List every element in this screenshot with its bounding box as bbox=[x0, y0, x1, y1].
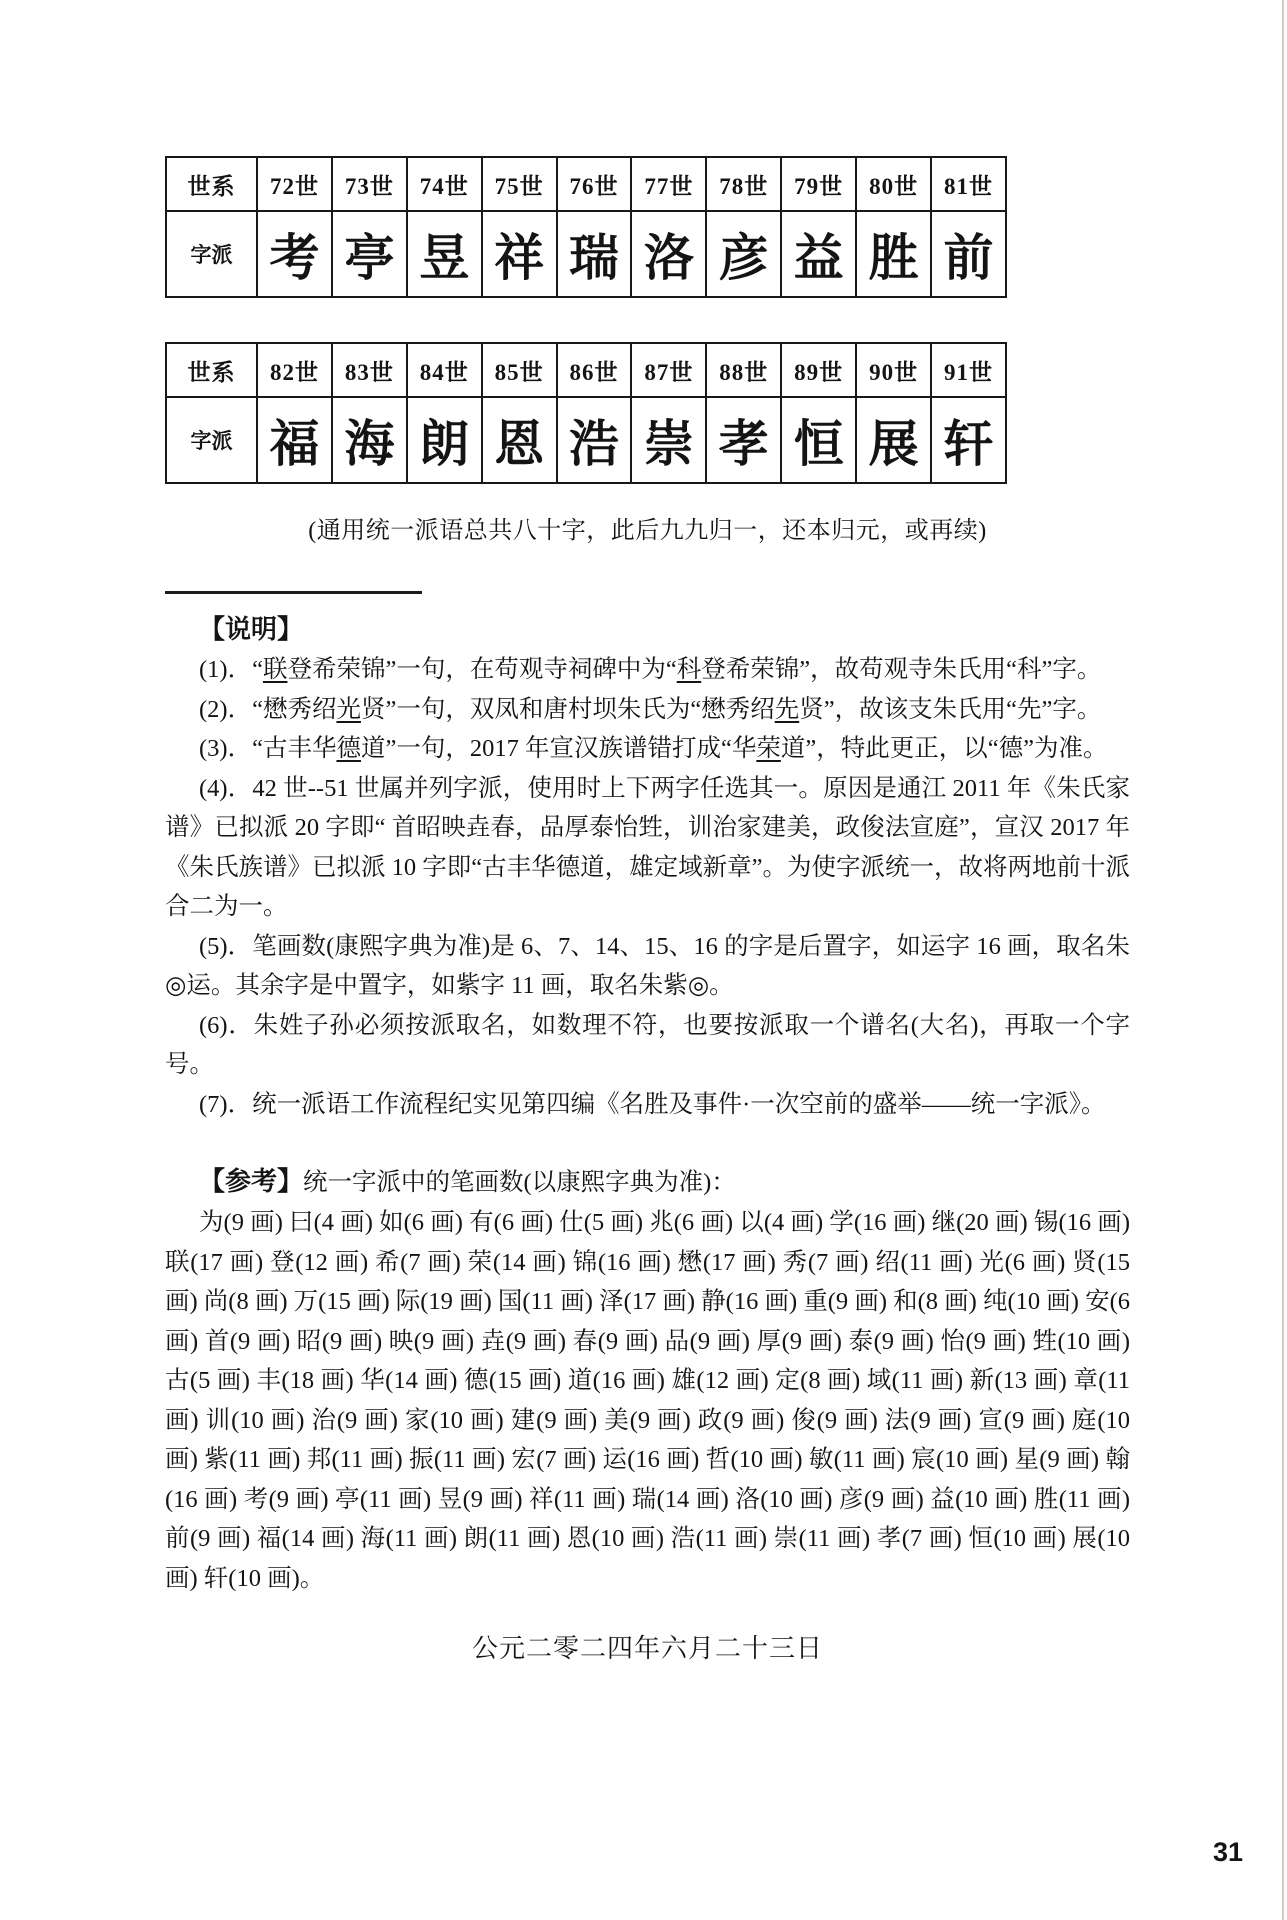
row-label-cell: 字派 bbox=[166, 211, 257, 297]
header-label-cell: 世系 bbox=[166, 343, 257, 397]
zipai-character-cell: 胜 bbox=[856, 211, 931, 297]
scan-edge-artifact bbox=[1282, 0, 1284, 1920]
section-divider-line bbox=[165, 591, 422, 594]
header-label-cell: 世系 bbox=[166, 157, 257, 211]
page-content bbox=[165, 156, 1130, 1665]
zipai-character-cell: 前 bbox=[931, 211, 1006, 297]
shuoming-item-3: (3)．“古丰华德道”一句，2017 年宣汉族谱错打成“华荣道”，特此更正，以“德”为准。 bbox=[199, 735, 1108, 762]
zipai-character-cell: 亭 bbox=[332, 211, 407, 297]
generation-cell: 73世 bbox=[332, 157, 407, 211]
generation-cell: 91世 bbox=[931, 343, 1006, 397]
generation-cell: 86世 bbox=[557, 343, 632, 397]
zipai-character-cell: 福 bbox=[257, 397, 332, 483]
generation-cell: 84世 bbox=[407, 343, 482, 397]
zipai-character-cell: 轩 bbox=[931, 397, 1006, 483]
zipai-character-cell: 展 bbox=[856, 397, 931, 483]
generation-cell: 82世 bbox=[257, 343, 332, 397]
generation-cell: 78世 bbox=[706, 157, 781, 211]
shuoming-item-5: (5)．笔画数(康熙字典为准)是 6、7、14、15、16 的字是后置字，如运字 16 画，取名朱◎运。其余字是中置字，如紫字 11 画，取名朱紫◎。 bbox=[165, 932, 1130, 999]
zipai-character-cell: 彦 bbox=[706, 211, 781, 297]
shuoming-section-title: 【说明】 bbox=[199, 615, 304, 644]
generation-table-82-91 bbox=[165, 342, 1007, 484]
table-gap bbox=[165, 298, 1130, 342]
zipai-character-cell: 考 bbox=[257, 211, 332, 297]
zipai-character-cell: 洛 bbox=[631, 211, 706, 297]
cankao-stroke-counts: 为(9 画) 曰(4 画) 如(6 画) 有(6 画) 仕(5 画) 兆(6 画) 以(4 画) 学(16 画) 继(20 画) 锡(16 画) 联(17 画) 登(12 画) 希(7 画) 荣(14 画) 锦(16 画) 懋(17 画) 秀(7 画) 绍(11 画) 光(6 画) 贤(15 画) 尚(8 画) 万(15 画) 际(19 画) 国(11 画) 泽(17 画) 静(16 画) 重(9 画) 和(8 画) 纯(10 画) 安(6 画) 首(9 画) 昭(9 画) 映(9 画) 垚(9 画) 春(9 画) 品(9 画) 厚(9 画) 泰(9 画) 怡(9 画) 甡(10 画) 古(5 画) 丰(18 画) 华(14 画) 德(15 画) 道(16 画) 雄(12 画) 定(8 画) 域(11 画) 新(13 画) 章(11 画) 训(10 画) 治(9 画) 家(10 画) 建(9 画) 美(9 画) 政(9 画) 俊(9 画) 法(9 画) 宣(9 画) 庭(10 画) 紫(11 画) 邦(11 画) 振(11 画) 宏(7 画) 运(16 画) 哲(10 画) 敏(11 画) 宸(10 画) 星(9 画) 翰(16 画) 考(9 画) 亭(11 画) 昱(9 画) 祥(11 画) 瑞(14 画) 洛(10 画) 彦(9 画) 益(10 画) 胜(11 画) 前(9 画) 福(14 画) 海(11 画) 朗(11 画) 恩(10 画) 浩(11 画) 崇(11 画) 孝(7 画) 恒(10 画) 展(10 画) 轩(10 画)。 bbox=[165, 1209, 1131, 1592]
generation-cell: 77世 bbox=[631, 157, 706, 211]
row-label-cell: 字派 bbox=[166, 397, 257, 483]
generation-cell: 81世 bbox=[931, 157, 1006, 211]
generation-cell: 85世 bbox=[482, 343, 557, 397]
tables-summary-note: (通用统一派语总共八十字，此后九九归一，还本归元，或再续) bbox=[308, 518, 987, 544]
generation-cell: 79世 bbox=[781, 157, 856, 211]
zipai-character-cell: 浩 bbox=[557, 397, 632, 483]
cankao-section-heading bbox=[165, 1162, 1130, 1203]
zipai-character-cell: 昱 bbox=[407, 211, 482, 297]
shuoming-item-6: (6)．朱姓子孙必须按派取名，如数理不符，也要按派取一个谱名(大名)，再取一个字号。 bbox=[165, 1011, 1130, 1078]
zipai-character-cell: 崇 bbox=[631, 397, 706, 483]
cankao-section-intro: 统一字派中的笔画数(以康熙字典为准)： bbox=[303, 1169, 736, 1196]
zipai-row bbox=[166, 397, 1006, 483]
generation-cell: 87世 bbox=[631, 343, 706, 397]
zipai-character-cell: 朗 bbox=[407, 397, 482, 483]
generation-header-row bbox=[166, 343, 1006, 397]
shuoming-item-1: (1)．“联登希荣锦”一句，在苟观寺祠碑中为“科登希荣锦”，故苟观寺朱氏用“科”字。 bbox=[199, 656, 1102, 683]
generation-cell: 76世 bbox=[557, 157, 632, 211]
generation-header-row bbox=[166, 157, 1006, 211]
zipai-character-cell: 益 bbox=[781, 211, 856, 297]
zipai-row bbox=[166, 211, 1006, 297]
shuoming-item-4: (4)．42 世--51 世属并列字派，使用时上下两字任选其一。原因是通江 2011 年《朱氏家谱》已拟派 20 字即“ 首昭映垚春，品厚泰怡甡，训治家建美，政俊法宣庭”，宣汉 2017 年《朱氏族谱》已拟派 10 字即“古丰华德道，雄定域新章”。为使字派统一，故将两地前十派合二为一。 bbox=[165, 774, 1130, 920]
generation-cell: 90世 bbox=[856, 343, 931, 397]
generation-cell: 89世 bbox=[781, 343, 856, 397]
zipai-character-cell: 祥 bbox=[482, 211, 557, 297]
shuoming-item-2: (2)．“懋秀绍光贤”一句，双凤和唐村坝朱氏为“懋秀绍先贤”，故该支朱氏用“先”字。 bbox=[199, 695, 1102, 723]
generation-cell: 75世 bbox=[482, 157, 557, 211]
zipai-character-cell: 海 bbox=[332, 397, 407, 483]
shuoming-item-7: (7)．统一派语工作流程纪实见第四编《名胜及事件·一次空前的盛举——统一字派》。 bbox=[199, 1090, 1106, 1118]
generation-cell: 74世 bbox=[407, 157, 482, 211]
zipai-character-cell: 孝 bbox=[706, 397, 781, 483]
generation-cell: 72世 bbox=[257, 157, 332, 211]
generation-cell: 83世 bbox=[332, 343, 407, 397]
zipai-character-cell: 瑞 bbox=[557, 211, 632, 297]
document-date: 公元二零二四年六月二十三日 bbox=[471, 1634, 823, 1663]
generation-cell: 88世 bbox=[706, 343, 781, 397]
zipai-character-cell: 恩 bbox=[482, 397, 557, 483]
generation-table-72-81 bbox=[165, 156, 1007, 298]
zipai-character-cell: 恒 bbox=[781, 397, 856, 483]
generation-cell: 80世 bbox=[856, 157, 931, 211]
cankao-section-title: 【参考】 bbox=[199, 1167, 304, 1196]
page-number: 31 bbox=[1212, 1837, 1243, 1867]
